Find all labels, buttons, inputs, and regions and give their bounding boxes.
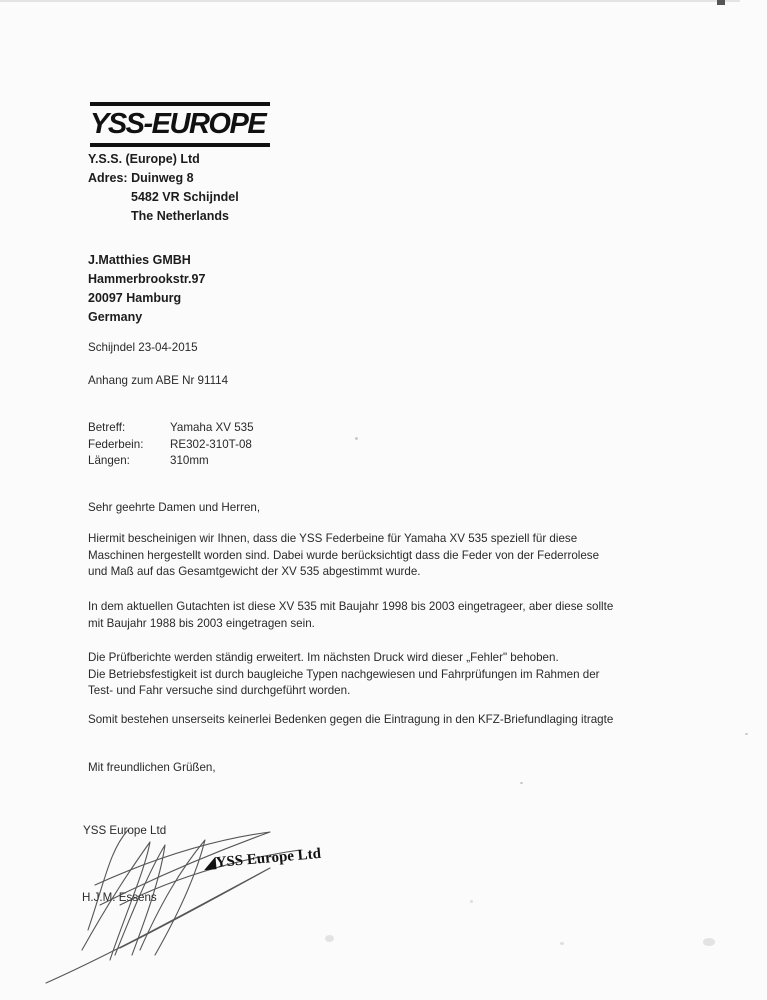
body-line: Test- und Fahr versuche sind durchgeführt worden.: [88, 684, 351, 697]
scan-speck: [745, 733, 748, 735]
recipient-line: J.Matthies GMBH: [88, 253, 191, 267]
scan-speck: [470, 900, 473, 903]
scan-speck: [355, 437, 358, 440]
recipient-line: 20097 Hamburg: [88, 291, 182, 305]
body-line: Die Prüfberichte werden ständig erweitert. Im nächsten Druck wird dieser „Fehler" behoben.: [88, 651, 559, 664]
reference-value: Yamaha XV 535: [170, 421, 254, 434]
recipient-line: Hammerbrookstr.97: [88, 272, 206, 286]
body-line: In dem aktuellen Gutachten ist diese XV 535 mit Baujahr 1998 bis 2003 eingetrageer, aber diese sollte: [88, 600, 614, 613]
body-line: Somit bestehen unserseits keinerlei Bedenken gegen die Eintragung in den KFZ-Briefundlaging itragte: [88, 713, 614, 726]
scan-speck: [703, 938, 715, 946]
recipient-line: Germany: [88, 310, 143, 324]
body-line: mit Baujahr 1988 bis 2003 eingetragen sein.: [88, 616, 315, 630]
body-paragraph: [88, 531, 599, 581]
attachment-reference: Anhang zum ABE Nr 91114: [88, 374, 229, 387]
scan-speck: [325, 935, 334, 942]
sender-line: The Netherlands: [131, 209, 229, 223]
body-line: Maschinen hergestellt worden sind. Dabei wurde berücksichtigt dass die Feder von der Federrolese: [88, 548, 600, 562]
sender-line: Adres: Duinweg 8: [88, 171, 194, 185]
sender-address: [88, 150, 239, 226]
closing: Mit freundlichen Grüßen,: [88, 761, 216, 774]
logo-text: YSS-EUROPE: [90, 108, 266, 140]
scan-edge-line: [0, 0, 740, 2]
recipient-address: [88, 251, 205, 327]
scan-speck: [520, 782, 523, 784]
scan-edge-mark: [717, 0, 725, 5]
reference-value: 310mm: [170, 454, 209, 467]
body-paragraph: [88, 650, 600, 700]
scan-speck: [560, 942, 564, 945]
stamp-flag-icon: ◢: [203, 855, 217, 873]
logo-bar-top: [90, 102, 270, 106]
stamp-text: YSS Europe Ltd: [215, 845, 322, 871]
logo-bar-bottom: [90, 143, 270, 147]
reference-row: [88, 420, 254, 437]
reference-label: Federbein:: [88, 437, 144, 451]
salutation: Sehr geehrte Damen und Herren,: [88, 501, 261, 514]
body-line: Hiermit bescheinigen wir Ihnen, dass die YSS Federbeine für Yamaha XV 535 speziell für diese: [88, 532, 578, 545]
signature-company: YSS Europe Ltd: [83, 824, 167, 837]
reference-label: Betreff:: [88, 421, 126, 434]
reference-block: [88, 420, 254, 470]
reference-value: RE302-310T-08: [170, 437, 252, 451]
body-paragraph: [88, 599, 613, 632]
signatory-name: H.J.M. Essens: [82, 891, 157, 904]
sender-line: Y.S.S. (Europe) Ltd: [88, 152, 200, 166]
reference-row: [88, 437, 254, 454]
sender-line: 5482 VR Schijndel: [131, 190, 239, 204]
body-paragraph: [88, 712, 613, 729]
reference-label: Längen:: [88, 454, 130, 467]
body-line: und Maß auf das Gesamtgewicht der XV 535 abgestimmt wurde.: [88, 565, 421, 578]
body-line: Die Betriebsfestigkeit ist durch baugleiche Typen nachgewiesen und Fahrprüfungen im Rahmen der: [88, 667, 600, 681]
company-stamp: [203, 845, 321, 873]
yss-europe-logo: [90, 102, 270, 148]
reference-row: [88, 453, 254, 470]
place-date: Schijndel 23-04-2015: [88, 341, 198, 354]
